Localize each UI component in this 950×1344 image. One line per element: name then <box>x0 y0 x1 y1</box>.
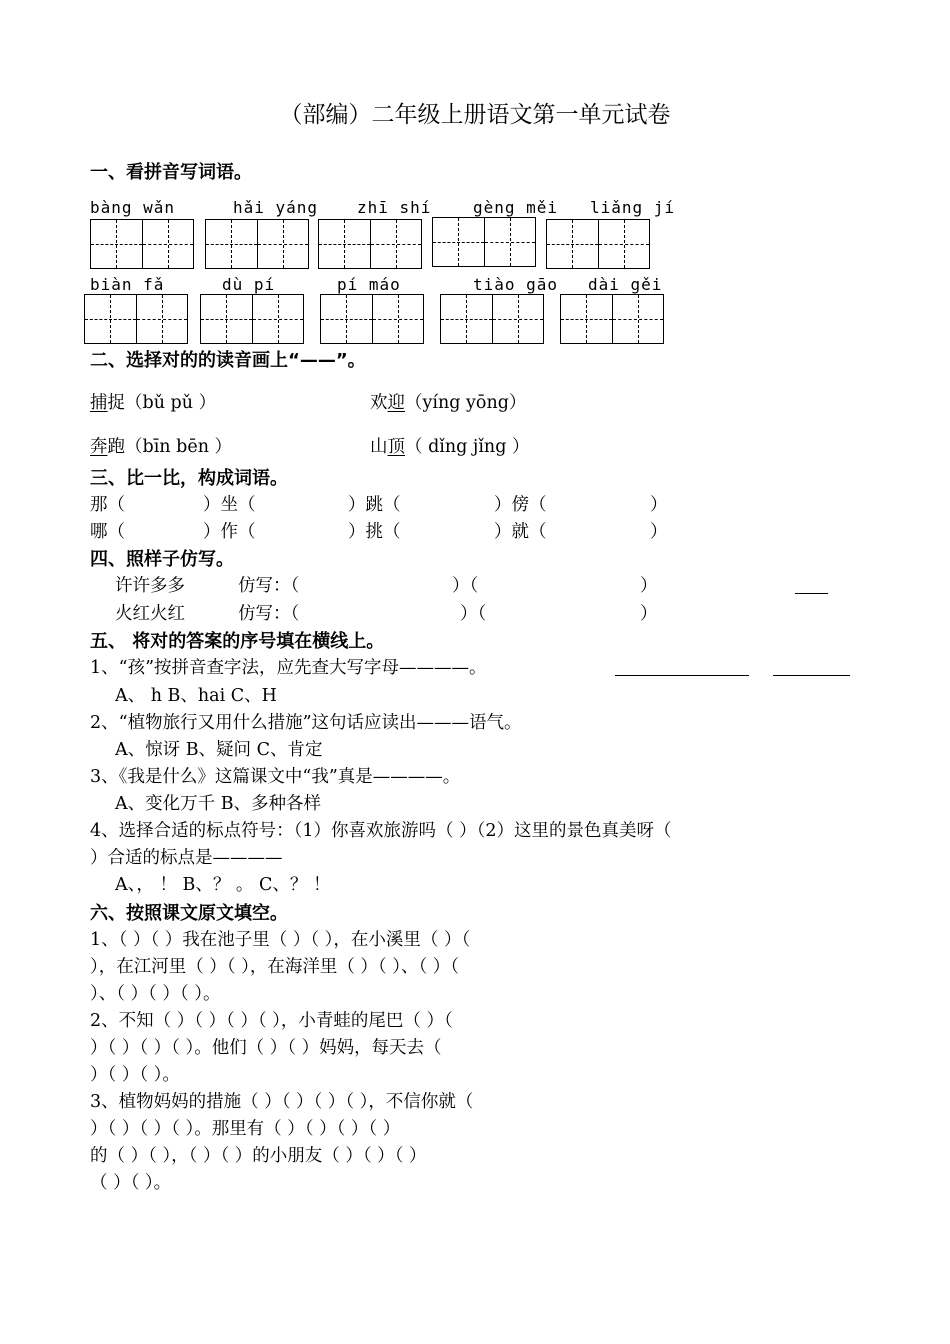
question-1: 1、“孩”按拼音查字法，应先查大写字母————。 <box>90 658 487 678</box>
underlined-char[interactable]: 奔 <box>90 437 108 457</box>
example-word: 火红火红 <box>115 604 185 624</box>
page-title: （部编）二年级上册语文第一单元试卷 <box>279 102 671 128</box>
compare-cell: ）傍（ <box>494 495 547 515</box>
writing-grid[interactable] <box>440 294 544 344</box>
writing-grid[interactable] <box>90 219 194 269</box>
imitate-paren: ） <box>640 576 658 596</box>
writing-grid[interactable] <box>432 217 536 267</box>
pinyin-2-3: pí máo <box>337 275 401 294</box>
fill-line: ），在江河里（ ）（ ），在海洋里（ ）（ ）、（ ）（ <box>90 957 460 977</box>
section-5-heading: 五、 将对的答案的序号填在横线上。 <box>90 631 385 652</box>
question-2: 2、“植物旅行又用什么措施”这句话应读出———语气。 <box>90 713 522 733</box>
fill-line: 1、（ ）（ ）我在池子里（ ）（ ），在小溪里（ ）（ <box>90 930 471 950</box>
writing-grid[interactable] <box>200 294 304 344</box>
writing-grid[interactable] <box>560 294 664 344</box>
choice-item: 欢迎（yíng yōng） <box>370 393 527 413</box>
fill-line: ）（ ）（ ）（ ）。那里有（ ）（ ）（ ）（ ） <box>90 1119 401 1139</box>
underlined-char[interactable]: 迎 <box>387 393 405 413</box>
section-3-heading: 三、比一比，构成词语。 <box>90 468 288 489</box>
fill-line: ）（ ）（ ）（ ）。他们（ ）（ ）妈妈，每天去（ <box>90 1038 442 1058</box>
writing-grid[interactable] <box>546 219 650 269</box>
underlined-char[interactable]: 顶 <box>387 437 405 457</box>
section-6-heading: 六、按照课文原文填空。 <box>90 903 288 924</box>
question-1-options: A、 h B、hai C、H <box>115 686 277 706</box>
imitate-label: 仿写：（ <box>238 576 300 596</box>
pinyin-2-2: dù pí <box>222 275 276 294</box>
question-3-options: A、变化万千 B、多种各样 <box>115 794 322 814</box>
compare-cell: ） <box>650 495 668 515</box>
question-4-options: A、， ！ B、？ 。 C、？ ！ <box>115 875 331 895</box>
writing-grid[interactable] <box>84 294 188 344</box>
answer-line[interactable] <box>615 675 749 676</box>
choice-item: 捕捉（bǔ pǔ ） <box>90 393 217 413</box>
imitate-paren: ）（ <box>460 604 487 624</box>
compare-cell: ）作（ <box>203 522 256 542</box>
section-4-heading: 四、照样子仿写。 <box>90 549 234 570</box>
answer-line[interactable] <box>795 593 828 594</box>
imitate-paren: ）（ <box>452 576 479 596</box>
section-2-heading: 二、选择对的的读音画上“——”。 <box>90 350 366 371</box>
pinyin-2-4: tiào gāo <box>473 275 559 294</box>
question-2-options: A、惊讶 B、疑问 C、肯定 <box>115 740 323 760</box>
pinyin-1-3: zhī shí <box>357 198 432 217</box>
question-4: 4、选择合适的标点符号：（1）你喜欢旅游吗（ ）（2）这里的景色真美呀（ <box>90 821 672 841</box>
example-word: 许许多多 <box>115 576 185 596</box>
pinyin-2-1: biàn fǎ <box>90 275 165 294</box>
choice-item: 山顶（ dǐng jǐng ） <box>370 437 530 457</box>
underlined-char[interactable]: 捕 <box>90 393 108 413</box>
writing-grid[interactable] <box>320 294 424 344</box>
imitate-label: 仿写：（ <box>238 604 300 624</box>
fill-line: 3、植物妈妈的措施（ ）（ ）（ ）（ ），不信你就（ <box>90 1092 474 1112</box>
question-3: 3、《我是什么》这篇课文中“我”真是————。 <box>90 767 461 787</box>
fill-line: ）（ ）（ ）。 <box>90 1065 180 1085</box>
section-1-heading: 一、看拼音写词语。 <box>90 162 252 183</box>
writing-grid[interactable] <box>318 219 422 269</box>
compare-cell: 哪（ <box>90 522 125 542</box>
compare-cell: ）跳（ <box>348 495 401 515</box>
pinyin-2-5: dài gěi <box>588 275 663 294</box>
pinyin-1-4: gèng měi <box>473 198 559 217</box>
question-4-cont: ）合适的标点是———— <box>90 848 283 868</box>
fill-line: ）、（ ）（ ）（ ）。 <box>90 984 221 1004</box>
compare-cell: ）坐（ <box>203 495 256 515</box>
pinyin-1-2: hǎi yáng <box>233 198 319 217</box>
fill-line: （ ）（ ）。 <box>90 1173 172 1193</box>
answer-line[interactable] <box>773 675 850 676</box>
writing-grid[interactable] <box>205 219 309 269</box>
choice-item: 奔跑（bīn bēn ） <box>90 437 233 457</box>
imitate-paren: ） <box>640 604 658 624</box>
compare-cell: 那（ <box>90 495 125 515</box>
pinyin-1-5: liǎng jí <box>590 198 676 217</box>
pinyin-1-1: bàng wǎn <box>90 198 176 217</box>
compare-cell: ）就（ <box>494 522 547 542</box>
fill-line: 的（ ）（ ），（ ）（ ）的小朋友（ ）（ ）（ ） <box>90 1146 427 1166</box>
compare-cell: ） <box>650 522 668 542</box>
compare-cell: ）挑（ <box>348 522 401 542</box>
fill-line: 2、不知（ ）（ ）（ ）（ ），小青蛙的尾巴（ ）（ <box>90 1011 453 1031</box>
